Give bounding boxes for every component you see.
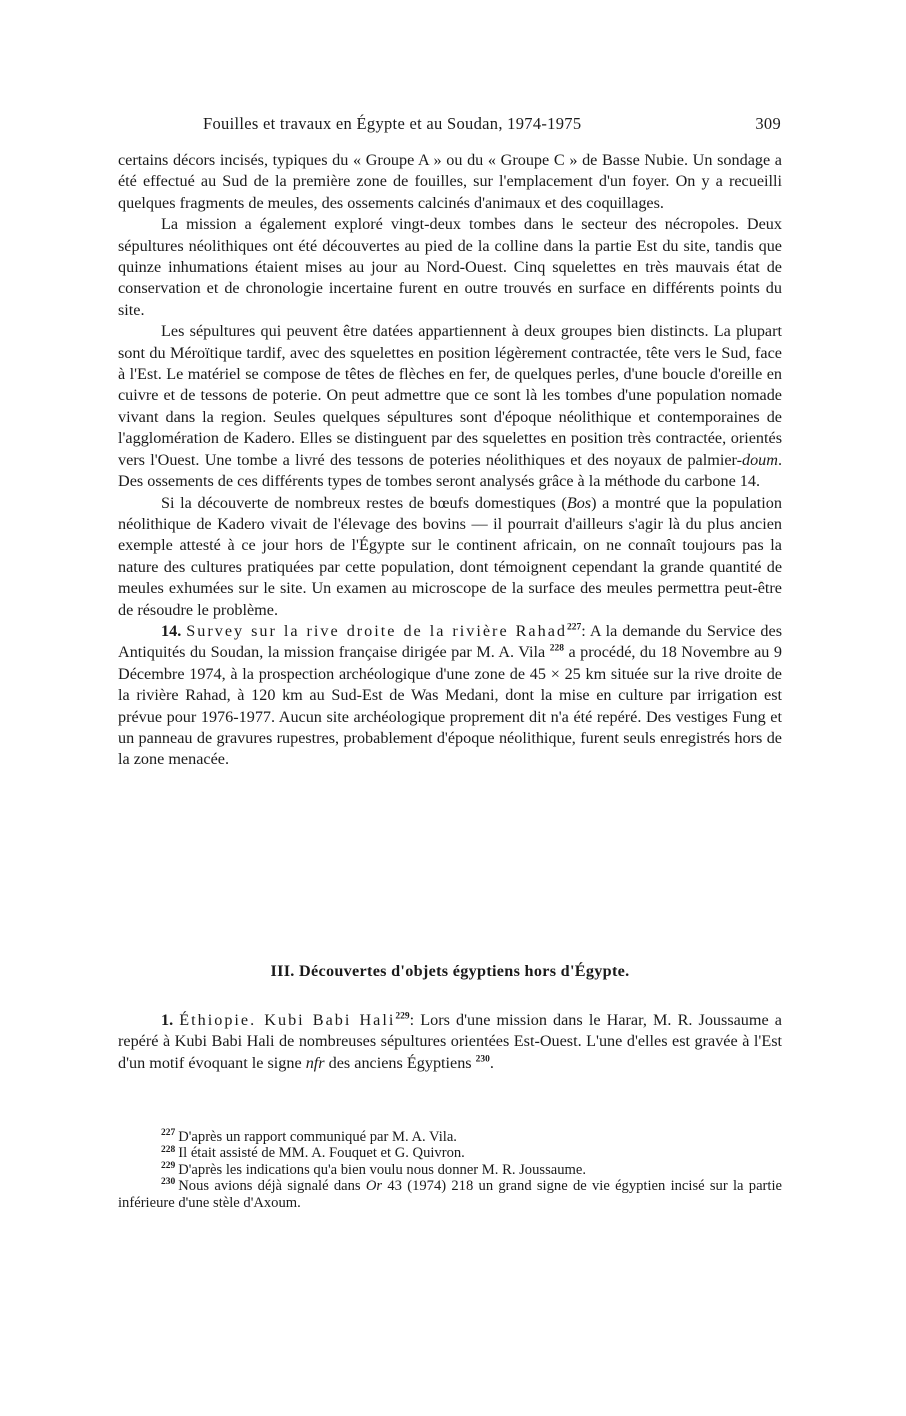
paragraph-5-text-b: a procédé, du 18 Novembre au 9 Décembre 1974, à la prospection archéologique d'une zone de 45 × 25 km située sur la rive droite de la rivière Rahad, à 120 km au Sud-Est de Was Medani, dont la mise en culture par irrigation est prévue pour 1976-1977. Aucun site archéologique proprement dit n'a été repéré. Des vestiges Fung et un panneau de gravures rupestres, probablement d'époque néolithique, furent seuls enregistrés hors de la zone menacée. — [118, 643, 782, 769]
footnote-230 — [118, 1178, 782, 1211]
section-italic: nfr — [305, 1053, 325, 1072]
main-text — [118, 150, 782, 771]
item-number: 14. — [161, 621, 182, 640]
section-paragraph-1 — [118, 1010, 782, 1074]
paragraph-5-text-a: : A la demande du Service des Antiquités du Soudan, la mission française dirigée par M. A. Vila — [118, 621, 782, 662]
footnote-italic: Or — [365, 1178, 383, 1195]
footnote-228 — [118, 1145, 782, 1161]
footnote-text-b: 43 (1974) 218 un grand signe de vie égyptien incisé sur la partie inférieure d'une stèle d'Axoum. — [118, 1178, 782, 1211]
footnote-text: D'après un rapport communiqué par M. A. Vila. — [178, 1129, 457, 1145]
paragraph-3-text-b: . Des ossements de ces différents types de tombes seront analysés grâce à la méthode du carbone 14. — [118, 450, 782, 491]
section-text — [118, 1010, 782, 1074]
footnote-ref-228: 228 — [549, 643, 564, 654]
section-text-b: des anciens Égyptiens — [324, 1053, 472, 1072]
paragraph-4-italic: Bos — [566, 493, 592, 512]
footnote-number: 227 — [161, 1128, 176, 1139]
running-head — [203, 114, 781, 138]
footnotes — [118, 1129, 782, 1211]
item-title: Survey sur la rive droite de la rivière Rahad — [186, 621, 567, 640]
footnote-227 — [118, 1129, 782, 1145]
paragraph-3-text-a: Les sépultures qui peuvent être datées appartiennent à deux groupes bien distincts. La plupart sont du Méroïtique tardif, avec des squelettes en position légèrement contractée, tête vers le Sud, face à l'Est. Le matériel se compose de têtes de flèches en fer, de quelques perles, d'une boucle d'oreille en cuivre et de tessons de poterie. On peut admettre que ce sont là les tombes d'une population nomade vivant dans la region. Seules quelques sépultures sont d'époque néolithique et contemporaines de l'agglomération de Kadero. Elles se distinguent par des squelettes en position très contractée, orientés vers l'Ouest. Une tombe a livré des tessons de poteries néolithiques et des noyaux de palmier- — [118, 322, 782, 469]
footnote-ref-227: 227 — [566, 622, 582, 633]
paragraph-4-text-a: Si la découverte de nombreux restes de bœufs domestiques ( — [161, 493, 567, 512]
paragraph-3 — [118, 321, 782, 492]
paragraph-4-text-b: ) a montré que la population néolithique de Kadero vivait de l'élevage des bovins — il pourrait d'ailleurs s'agir là du plus ancien exemple attesté à ce jour hors de l'Égypte sur le continent africain, on ne connaît toujours pas la nature des cultures pratiquées par cette population, dont témoignent cependant la grande quantité de meules exhumées sur le site. Un examen au microscope de la surface des meules permettra peut-être de résoudre le problème. — [118, 493, 782, 619]
paragraph-1: certains décors incisés, typiques du « Groupe A » ou du « Groupe C » de Basse Nubie. Un sondage a été effectué au Sud de la première zone de fouilles, sur l'emplacement d'un foyer. On y a recueilli quelques fragments de meules, des ossements calcinés d'animaux et des coquillages. — [118, 151, 782, 212]
paragraph-5 — [118, 621, 782, 771]
section-text-a: : Lors d'une mission dans le Harar, M. R. Joussaume a repéré à Kubi Babi Hali de nombreuses sépultures orientées Est-Ouest. L'une d'elles est gravée à l'Est d'un motif évoquant le signe — [118, 1011, 782, 1072]
section-heading: III. Découvertes d'objets égyptiens hors d'Égypte. — [270, 962, 630, 980]
paragraph-4 — [118, 493, 782, 621]
footnote-ref-229: 229 — [395, 1011, 410, 1022]
page-number: 309 — [755, 114, 781, 133]
paragraph-3-italic: doum — [741, 450, 778, 469]
footnote-text: Il était assisté de MM. A. Fouquet et G. Quivron. — [178, 1145, 465, 1162]
footnote-text-a: Nous avions déjà signalé dans — [178, 1178, 366, 1195]
running-head-title: Fouilles et travaux en Égypte et au Soudan, 1974-1975 — [203, 114, 582, 133]
section-text-end: . — [489, 1053, 494, 1072]
footnote-text: D'après les indications qu'a bien voulu nous donner M. R. Joussaume. — [178, 1161, 586, 1178]
paragraph-2: La mission a également exploré vingt-deux tombes dans le secteur des nécropoles. Deux sépultures néolithiques ont été découvertes au pied de la colline dans la partie Est du site, tandis que quinze inhumations étaient mises au jour au Nord-Ouest. Cinq squelettes en très mauvais état de conservation et de chronologie incertaine furent en outre trouvés en surface en différents points du site. — [118, 215, 782, 319]
footnote-number: 228 — [161, 1144, 176, 1155]
footnote-229 — [118, 1162, 782, 1178]
footnote-number: 230 — [161, 1177, 176, 1188]
footnote-ref-230: 230 — [475, 1054, 490, 1065]
section-item-title: Éthiopie. Kubi Babi Hali — [179, 1011, 396, 1029]
section-item-number: 1. — [161, 1011, 174, 1029]
footnote-number: 229 — [161, 1160, 176, 1171]
